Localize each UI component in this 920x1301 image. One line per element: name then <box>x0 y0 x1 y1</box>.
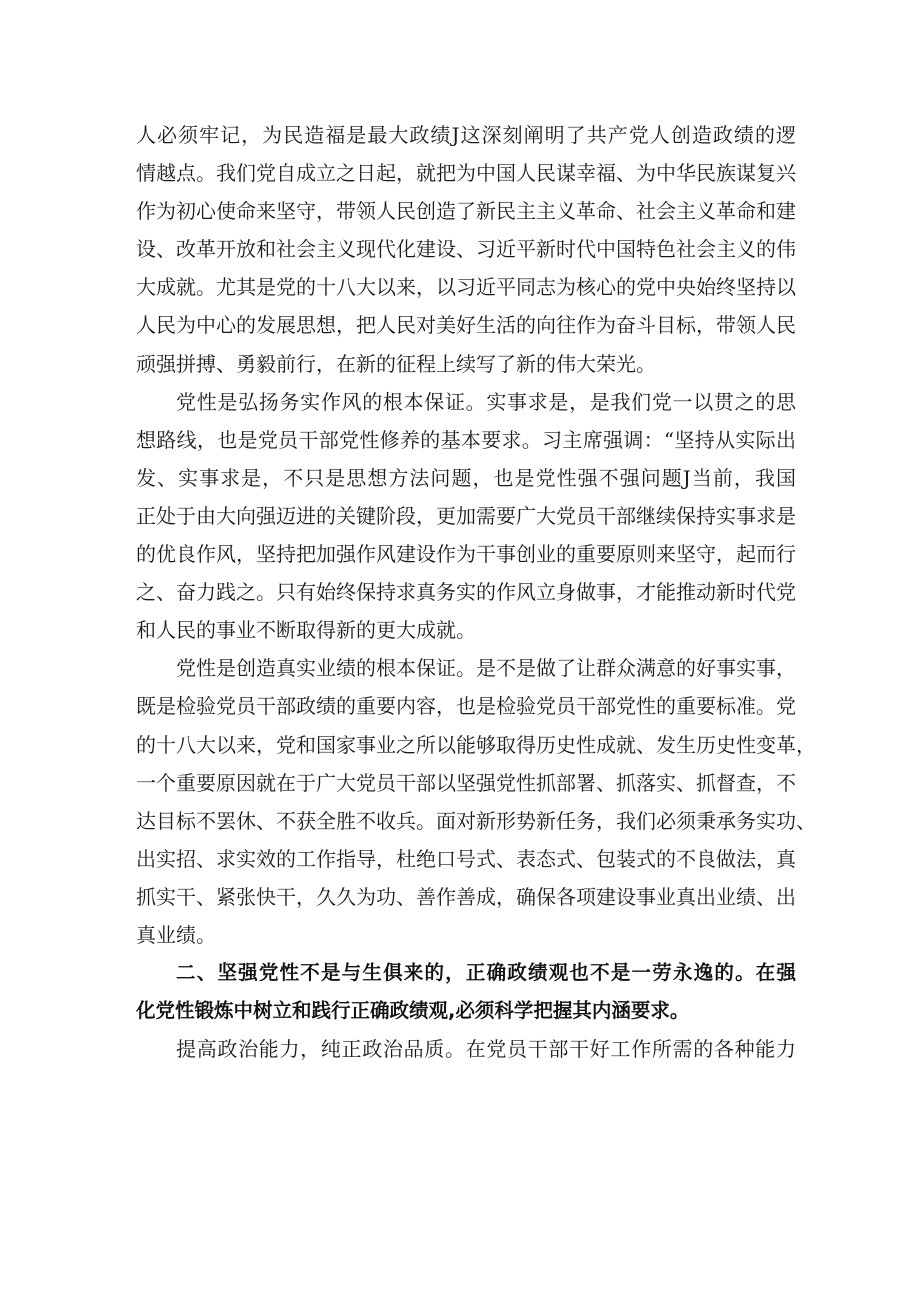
text-line: 作为初心使命来坚守，带领人民创造了新民主主义革命、社会主义革命和建 <box>136 199 796 224</box>
section-heading <box>136 954 796 1030</box>
paragraph <box>136 383 796 650</box>
text-line: 党性是创造真实业绩的根本保证。是不是做了让群众满意的好事实事， <box>176 656 796 681</box>
text-line: 正处于由大向强迈进的关键阶段，更加需要广大党员干部继续保持实事求是 <box>136 503 796 528</box>
paragraph <box>136 649 816 954</box>
text-line: 之、奋力践之。只有始终保持求真务实的作风立身做事，才能推动新时代党 <box>136 580 796 605</box>
text-line: 顽强拼搏、勇毅前行，在新的征程上续写了新的伟大荣光。 <box>136 351 656 376</box>
paragraph <box>136 116 796 383</box>
text-line: 的优良作风，坚持把加强作风建设作为干事创业的重要原则来坚守，起而行 <box>136 542 796 567</box>
text-line: 达目标不罢休、不获全胜不收兵。面对新形势新任务，我们必须秉承务实功、 <box>136 808 816 833</box>
text-line: 抓实干、紧张快干，久久为功、善作善成，确保各项建设事业真出业绩、出 <box>136 884 796 909</box>
heading-line: 化党性锻炼中树立和践行正确政绩观,必须科学把握其内涵要求。 <box>136 999 690 1023</box>
text-line: 发、实事求是，不只是思想方法问题，也是党性强不强问题J当前，我国 <box>136 465 796 490</box>
text-line: 提高政治能力，纯正政治品质。在党员干部干好工作所需的各种能力 <box>176 1037 796 1062</box>
text-line: 真业绩。 <box>136 922 216 947</box>
document-body <box>136 116 816 1068</box>
heading-line: 二、坚强党性不是与生俱来的，正确政绩观也不是一劳永逸的。在强 <box>176 961 796 985</box>
text-line: 人民为中心的发展思想，把人民对美好生活的向往作为奋斗目标，带领人民 <box>136 313 796 338</box>
text-line: 人必须牢记，为民造福是最大政绩J这深刻阐明了共产党人创造政绩的逻 <box>136 123 796 147</box>
paragraph <box>136 1030 796 1068</box>
text-line: 的十八大以来，党和国家事业之所以能够取得历史性成就、发生历史性变革， <box>136 732 816 757</box>
text-line: 情越点。我们党自成立之日起，就把为中国人民谋幸福、为中华民族谋复兴 <box>136 161 796 186</box>
text-line: 想路线，也是党员干部党性修养的基本要求。习主席强调：“坚持从实际出 <box>136 427 796 452</box>
text-line: 大成就。尤其是党的十八大以来，以习近平同志为核心的党中央始终坚持以 <box>136 275 796 300</box>
text-line: 设、改革开放和社会主义现代化建设、习近平新时代中国特色社会主义的伟 <box>136 237 796 262</box>
text-line: 出实招、求实效的工作指导，杜绝口号式、表态式、包装式的不良做法，真 <box>136 846 796 871</box>
text-line: 既是检验党员干部政绩的重要内容，也是检验党员干部党性的重要标准。党 <box>136 694 796 719</box>
text-line: 一个重要原因就在于广大党员干部以坚强党性抓部署、抓落实、抓督查，不 <box>136 770 796 795</box>
text-line: 党性是弘扬务实作风的根本保证。实事求是，是我们党一以贯之的思 <box>176 389 796 414</box>
text-line: 和人民的事业不断取得新的更大成就。 <box>136 618 476 643</box>
